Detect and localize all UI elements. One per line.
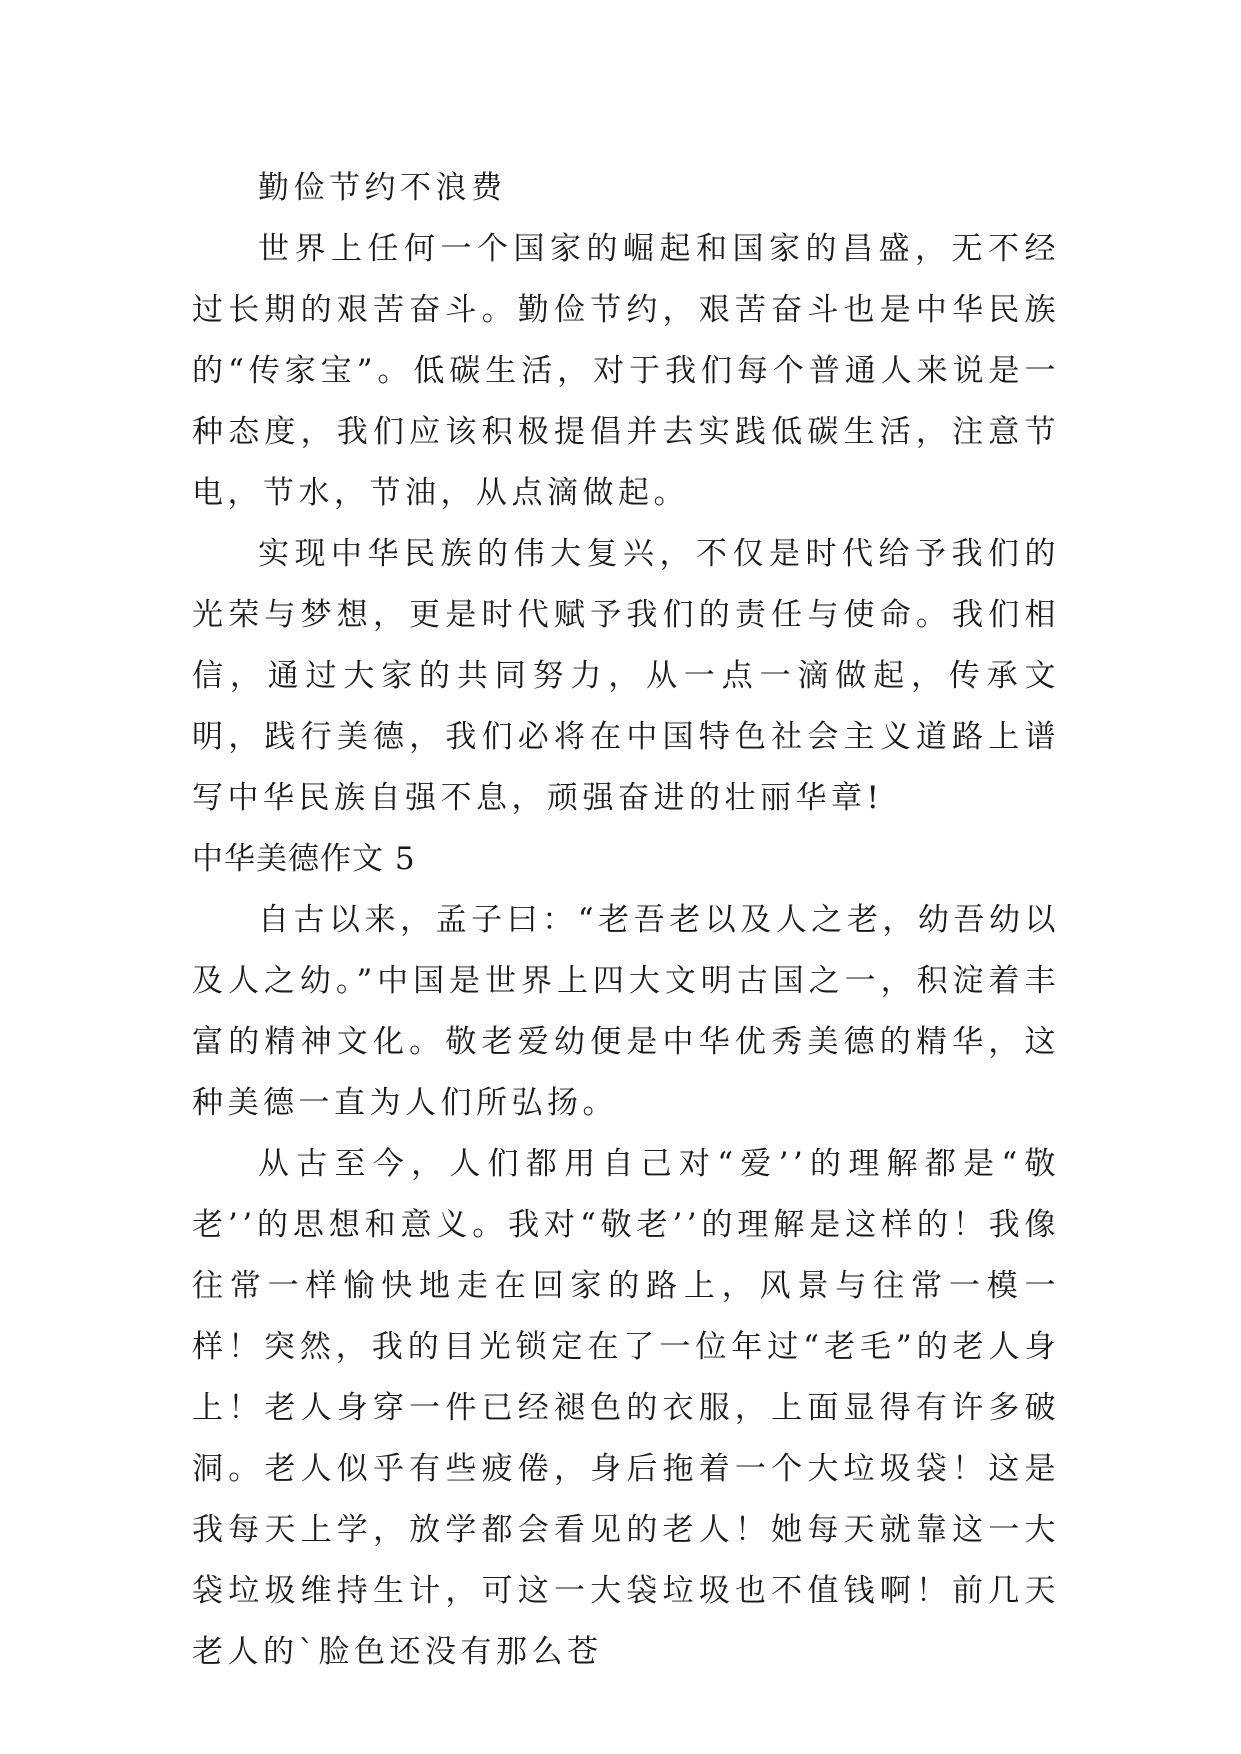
document-body (192, 158, 1060, 1683)
section-heading: 中华美德作文 5 (192, 841, 416, 877)
body-paragraph: 实现中华民族的伟大复兴，不仅是时代给予我们的光荣与梦想，更是时代赋予我们的责任与使命。我们相信，通过大家的共同努力，从一点一滴做起，传承文明，践行美德，我们必将在中国特色社会主义道路上谱写中华民族自强不息，顽强奋进的壮丽华章! (192, 536, 1060, 816)
body-paragraph: 从古至今，人们都用自己对“爱’’的理解都是“敬老’’的思想和意义。我对“敬老’’的理解是这样的！我像往常一样愉快地走在回家的路上，风景与往常一模一样！突然，我的目光锁定在了一位年过“老毛”的老人身上！老人身穿一件已经褪色的衣服，上面显得有许多破洞。老人似乎有些疲倦，身后拖着一个大垃圾袋！这是我每天上学，放学都会看见的老人！她每天就靠这一大袋垃圾维持生计，可这一大袋垃圾也不值钱啊！前几天老人的`脸色还没有那么苍 (192, 1146, 1060, 1670)
body-paragraph: 自古以来，孟子曰：“老吾老以及人之老，幼吾幼以及人之幼。”中国是世界上四大文明古国之一，积淀着丰富的精神文化。敬老爱幼便是中华优秀美德的精华，这种美德一直为人们所弘扬。 (192, 902, 1060, 1121)
essay-title: 勤俭节约不浪费 (258, 170, 507, 206)
body-paragraph: 世界上任何一个国家的崛起和国家的昌盛，无不经过长期的艰苦奋斗。勤俭节约，艰苦奋斗也是中华民族的“传家宝”。低碳生活，对于我们每个普通人来说是一种态度，我们应该积极提倡并去实践低碳生活，注意节电，节水，节油，从点滴做起。 (192, 231, 1060, 511)
